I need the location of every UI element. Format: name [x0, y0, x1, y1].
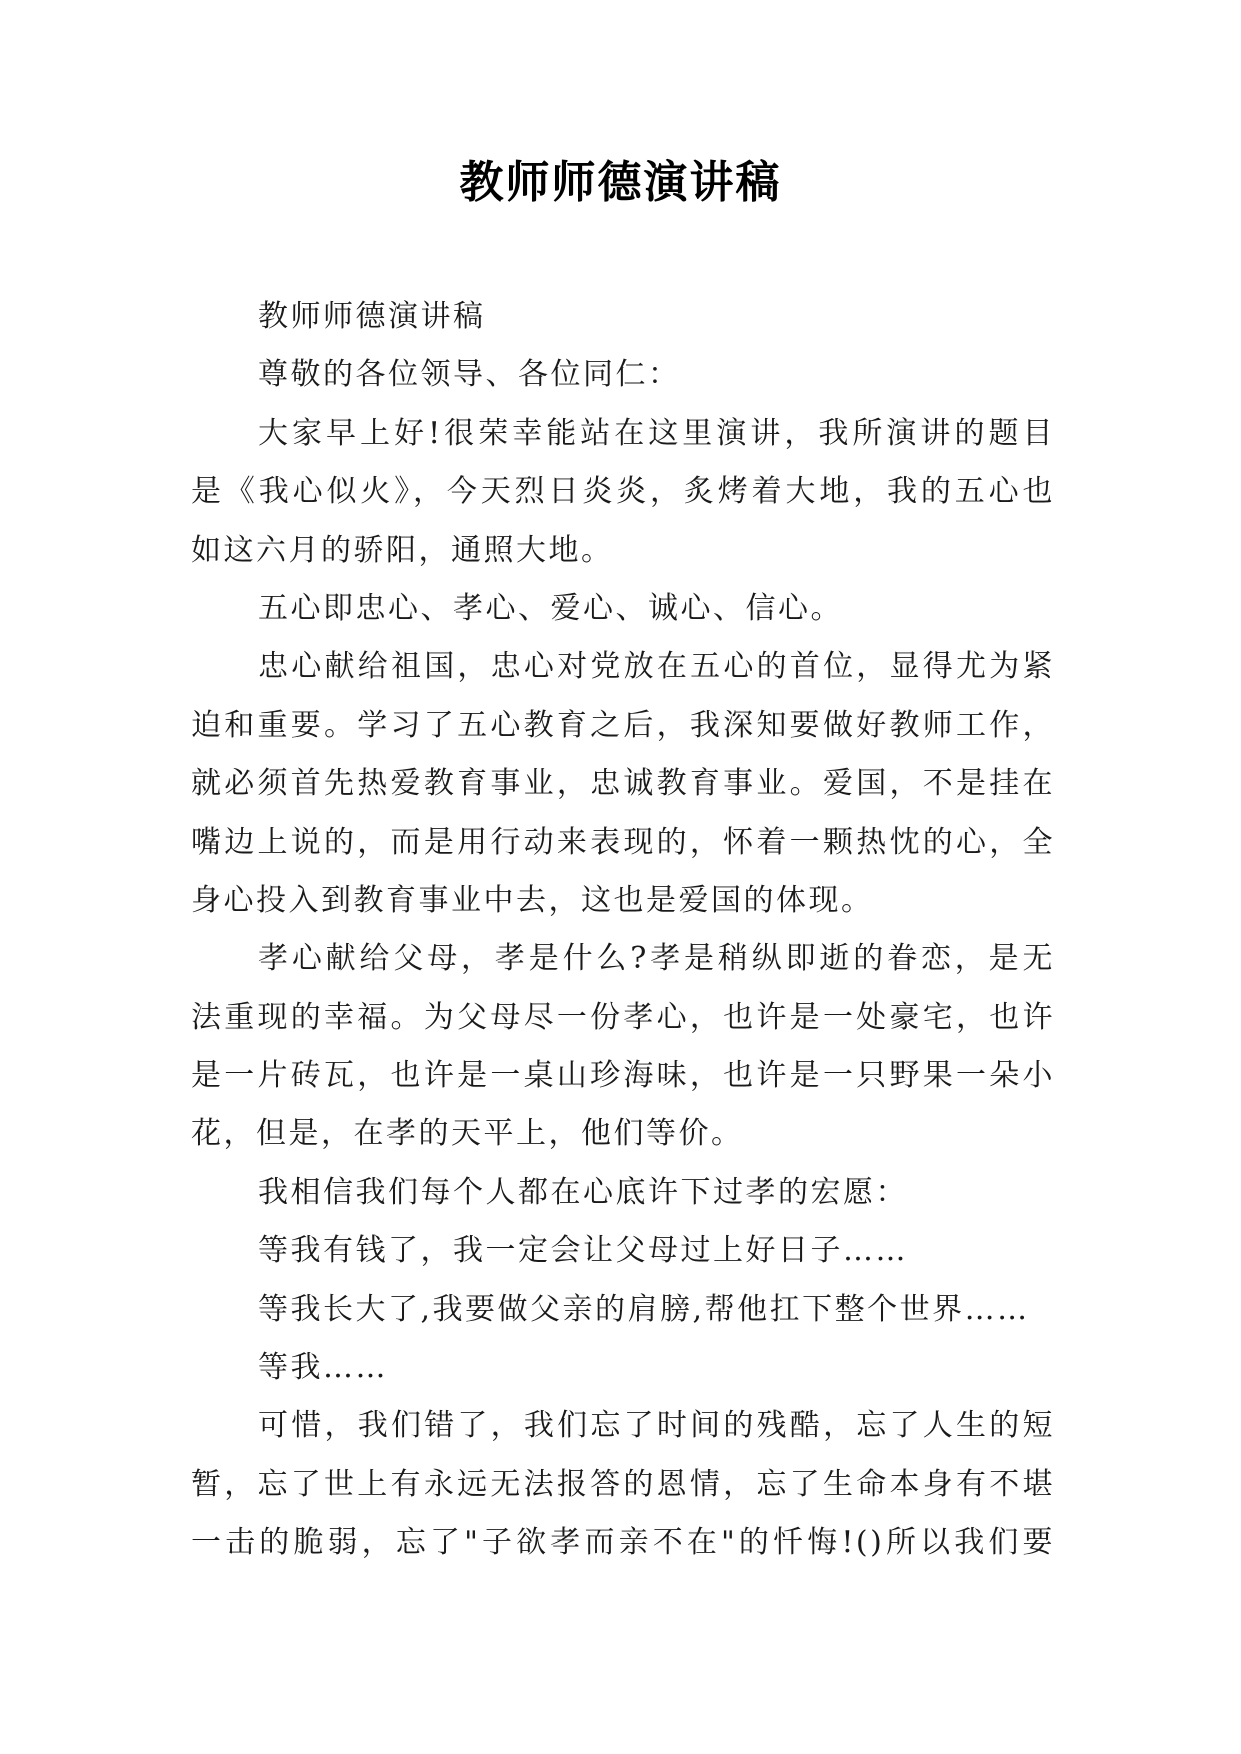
paragraph — [191, 288, 1055, 346]
paragraph-line: 身心投入到教育事业中去，这也是爱国的体现。 — [191, 882, 874, 918]
paragraph-line: 法重现的幸福。为父母尽一份孝心，也许是一处豪宅，也许 — [191, 999, 1055, 1035]
paragraph-line: 嘴边上说的，而是用行动来表现的，怀着一颗热忱的心，全 — [191, 824, 1055, 860]
paragraph-line: 暂，忘了世上有永远无法报答的恩情，忘了生命本身有不堪 — [191, 1466, 1055, 1502]
paragraph-line: 是《我心似火》，今天烈日炎炎，炙烤着大地，我的五心也 — [191, 474, 1055, 510]
paragraph — [191, 1164, 1055, 1222]
paragraph — [191, 1281, 1055, 1339]
paragraph-line: 如这六月的骄阳，通照大地。 — [191, 532, 614, 568]
paragraph-line: 五心即忠心、孝心、爱心、诚心、信心。 — [258, 590, 843, 626]
paragraph-line: 尊敬的各位领导、各位同仁： — [258, 357, 681, 393]
paragraph-line: 等我长大了,我要做父亲的肩膀,帮他扛下整个世界…… — [258, 1291, 1030, 1327]
paragraph — [191, 1397, 1055, 1572]
paragraph-line: 大家早上好!很荣幸能站在这里演讲，我所演讲的题目 — [258, 415, 1055, 451]
paragraph-line: 一击的脆弱，忘了"子欲孝而亲不在"的忏悔!()所以我们要 — [191, 1525, 1055, 1561]
paragraph-line: 就必须首先热爱教育事业，忠诚教育事业。爱国，不是挂在 — [191, 766, 1055, 802]
paragraph — [191, 1222, 1055, 1280]
paragraph-line: 教师师德演讲稿 — [258, 299, 486, 334]
paragraph-line: 忠心献给祖国，忠心对党放在五心的首位，显得尤为紧 — [258, 649, 1055, 685]
paragraph — [191, 930, 1055, 1164]
paragraph-line: 迫和重要。学习了五心教育之后，我深知要做好教师工作， — [191, 707, 1055, 743]
paragraph-line: 可惜，我们错了，我们忘了时间的残酷，忘了人生的短 — [258, 1408, 1055, 1444]
document-title: 教师师德演讲稿 — [459, 157, 782, 208]
paragraph-line: 花，但是，在孝的天平上，他们等价。 — [191, 1116, 744, 1152]
paragraph — [191, 638, 1055, 930]
paragraph — [191, 405, 1055, 580]
paragraph-line: 等我…… — [258, 1350, 388, 1386]
document-body — [191, 288, 1055, 1573]
paragraph — [191, 580, 1055, 638]
paragraph-line: 等我有钱了，我一定会让父母过上好日子…… — [258, 1233, 908, 1269]
paragraph-line: 我相信我们每个人都在心底许下过孝的宏愿： — [258, 1174, 908, 1210]
paragraph — [191, 1339, 1055, 1397]
paragraph-line: 是一片砖瓦，也许是一桌山珍海味，也许是一只野果一朵小 — [191, 1058, 1055, 1094]
paragraph — [191, 346, 1055, 404]
paragraph-line: 孝心献给父母，孝是什么?孝是稍纵即逝的眷恋，是无 — [258, 941, 1055, 977]
